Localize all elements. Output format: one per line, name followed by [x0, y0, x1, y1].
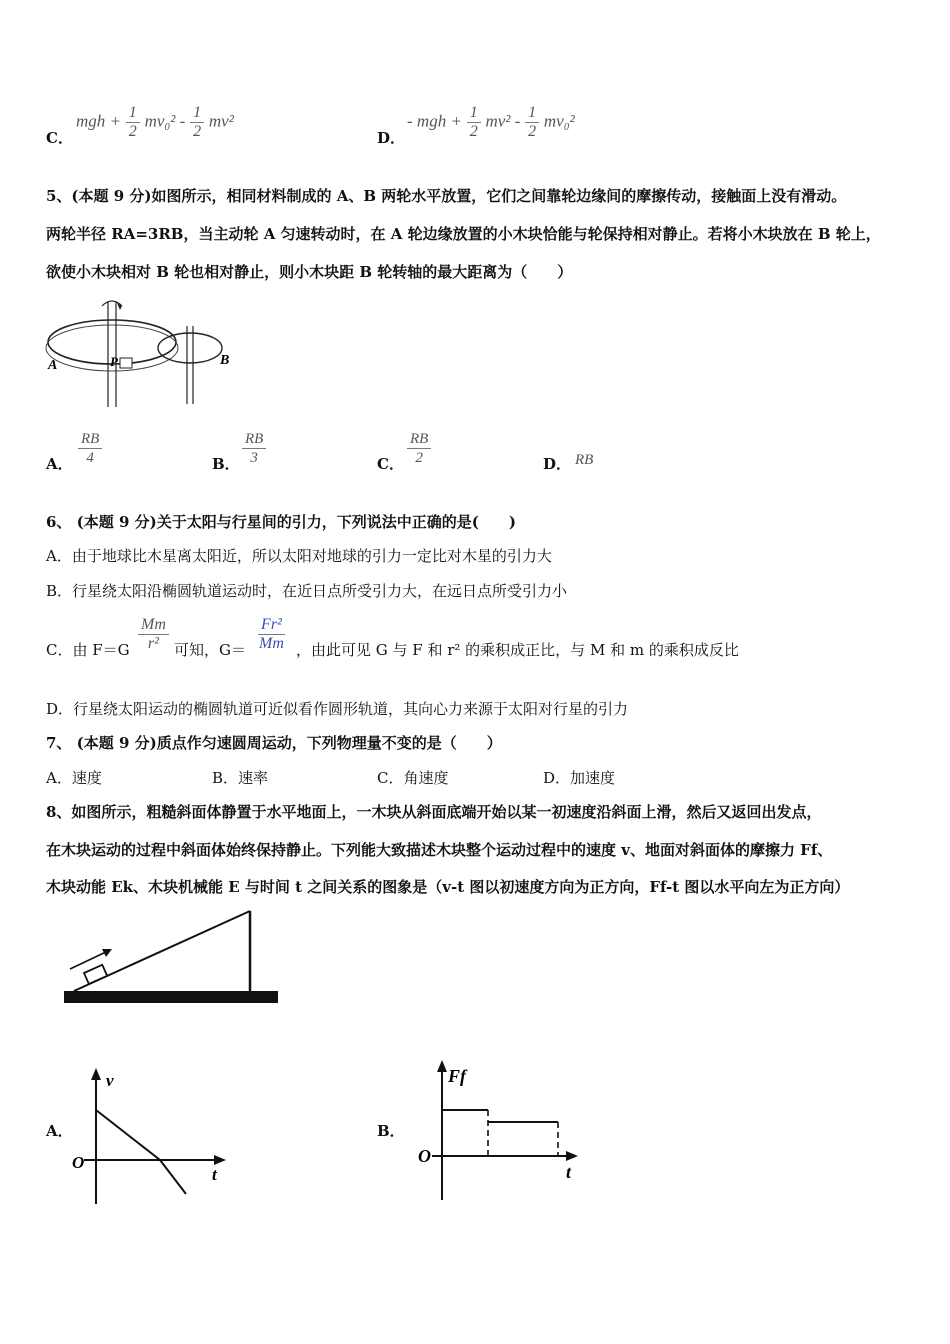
q8-b-xlabel: t — [566, 1162, 572, 1182]
q8-stem-line1: 8、如图所示，粗糙斜面体静置于水平地面上，一木块从斜面底端开始以某一初速度沿斜面上滑，然后又返回出发点， — [46, 803, 822, 821]
q5-fig-label-p: P — [110, 354, 118, 369]
q7-option-b: B．速率 — [212, 769, 269, 787]
q8-a-xlabel: t — [212, 1165, 217, 1184]
q8-b-origin: O — [418, 1146, 431, 1166]
q8-option-a-vt-graph — [68, 1062, 233, 1207]
q8-option-b-label: B． — [377, 1122, 405, 1140]
q4-option-d-expression: - mgh + $\frac{1}{2}$ mv² - $\frac{1}{2}$ mv₀² — [407, 104, 575, 140]
q4-option-c-label: C． — [46, 129, 73, 147]
q5-wheels-figure — [40, 292, 240, 412]
q6-option-b: B．行星绕太阳沿椭圆轨道运动时，在近日点所受引力大，在远日点所受引力小 — [46, 582, 568, 600]
q7-stem: 7、 (本题 9 分)质点作匀速圆周运动，下列物理量不变的是（ ） — [46, 734, 502, 752]
q7-option-d: D．加速度 — [543, 769, 616, 787]
q5-stem-line2: 两轮半径 RA=3RB，当主动轮 A 匀速转动时，在 A 轮边缘放置的小木块恰能与轮保持相对静止。若将小木块放在 B 轮上， — [46, 225, 881, 243]
q8-stem-line3: 木块动能 Ek、木块机械能 E 与时间 t 之间关系的图象是（v-t 图以初速度方向为正方向，Ff-t 图以水平向左为正方向） — [46, 878, 850, 896]
q8-incline-figure — [60, 905, 285, 1013]
q7-option-c: C．角速度 — [377, 769, 449, 787]
q8-b-ylabel: Ff — [448, 1066, 466, 1086]
q8-a-ylabel: v — [106, 1071, 114, 1090]
q4-option-d-label: D． — [377, 129, 406, 147]
q5-stem-line1: 5、(本题 9 分)如图所示，相同材料制成的 A、B 两轮水平放置，它们之间靠轮边缘间的摩擦传动，接触面上没有滑动。 — [46, 187, 847, 205]
q8-stem-line2: 在木块运动的过程中斜面体始终保持静止。下列能大致描述木块整个运动过程中的速度 v、地面对斜面体的摩擦力 Ff、 — [46, 841, 833, 859]
q5-fig-label-b: B — [220, 353, 230, 368]
q8-a-origin: O — [72, 1153, 85, 1172]
q8-option-a-label: A． — [46, 1122, 73, 1140]
q7-option-a: A．速度 — [46, 769, 102, 787]
q5-stem-line3: 欲使小木块相对 B 轮也相对静止，则小木块距 B 轮转轴的最大距离为（ ） — [46, 263, 573, 281]
q6-option-d: D．行星绕太阳运动的椭圆轨道可近似看作圆形轨道，其向心力来源于太阳对行星的引力 — [46, 700, 629, 718]
q5-fig-label-a: A — [48, 358, 58, 373]
q4-option-c-expression: mgh + $\frac{1}{2}$ mv₀² - $\frac{1}{2}$ mv² — [76, 104, 234, 140]
q6-stem: 6、 (本题 9 分)关于太阳与行星间的引力，下列说法中正确的是( ) — [46, 513, 516, 531]
q8-option-b-ff-graph — [412, 1052, 587, 1202]
q6-option-a: A．由于地球比木星离太阳近，所以太阳对地球的引力一定比对木星的引力大 — [46, 547, 552, 565]
